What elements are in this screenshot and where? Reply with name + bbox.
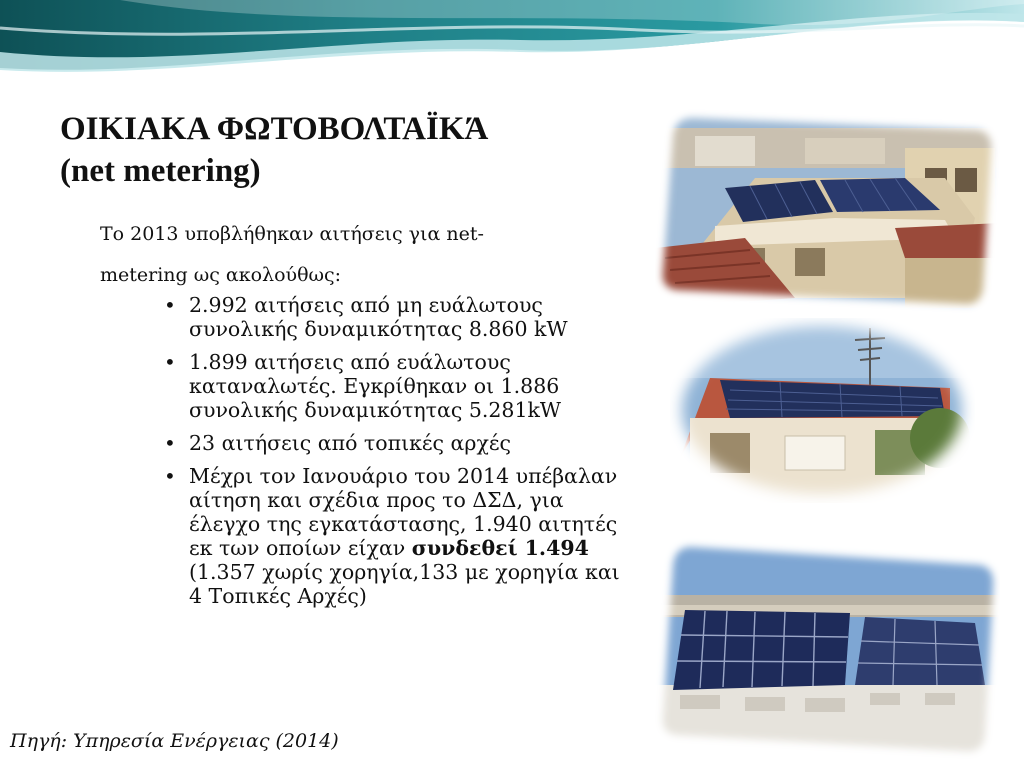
rooftop-solar-photo-2 — [670, 318, 975, 503]
title-line-1: ΟΙΚΙΑΚΑ ΦΩΤΟΒΟΛΤΑΪΚΆ — [60, 111, 489, 147]
rooftop-solar-photo-3 — [655, 535, 1000, 760]
bullet-text-start: Μέχρι τον Ιανουάριο του 2014 υπέβαλαν αίτηση και σχέδια προς το ΔΣΔ, για έλεγχο της εγκατάστασης, 1.940 αιτητές εκ των οποίων είχαν — [189, 464, 618, 560]
bullet-item — [162, 464, 622, 608]
bullet-text: 2.992 αιτήσεις από μη ευάλωτους συνολικής δυναμικότητας 8.860 kW — [189, 293, 568, 341]
bullet-icon: • — [164, 350, 176, 374]
bullet-text-end: (1.357 χωρίς χορηγία,133 με χορηγία και 4 Τοπικές Αρχές) — [189, 560, 620, 608]
bullet-text: 1.899 αιτήσεις από ευάλωτους καταναλωτές. Εγκρίθηκαν οι 1.886 συνολικής δυναμικότητας 5.281kW — [189, 350, 561, 422]
bullet-text: 23 αιτήσεις από τοπικές αρχές — [189, 431, 511, 455]
source-citation: Πηγή: Υπηρεσία Ενέργειας (2014) — [10, 730, 339, 752]
bullet-icon: • — [164, 431, 176, 455]
bullet-text-bold: συνδεθεί 1.494 — [411, 536, 589, 560]
bullet-icon: • — [164, 293, 176, 317]
bullet-list — [162, 293, 622, 617]
rooftop-solar-photo-1 — [655, 108, 1000, 313]
intro-text: Το 2013 υποβλήθηκαν αιτήσεις για net-metering ως ακολούθως: — [100, 223, 484, 286]
bullet-item — [162, 293, 622, 341]
bullet-item — [162, 431, 622, 455]
title-line-2: (net metering) — [60, 153, 261, 189]
decorative-banner — [0, 0, 1024, 80]
bullet-item — [162, 350, 622, 422]
bullet-icon: • — [164, 464, 176, 488]
slide-title — [60, 108, 620, 192]
